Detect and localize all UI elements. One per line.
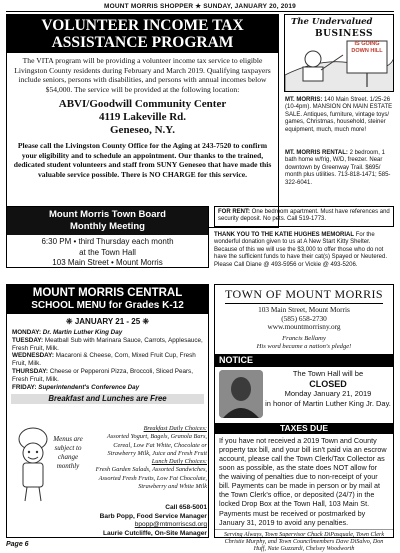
town-web[interactable]: www.mountmorrisny.org [267, 322, 341, 332]
school-menu [6, 284, 209, 538]
taxes-due-text: If you have not received a 2019 Town and County property tax bill, and your bill isn't paid via an escrow account, please call the Town Clerk/Tax Collector as soon as possible, as the state does NOT allow for the waiving of penalties due to non-receipt of your bill. Payments can be made in person or by mail at the Town Clerk's office, or deposited (24/7) in the locked Drop Box at the Town Hall, 103 Main St. Payments must be received or postmarked by January 31, 2019 to avoid any penalties. [219, 435, 387, 527]
classified-for-rent [214, 206, 394, 227]
menu-day-tuesday [12, 337, 203, 353]
board-line3: 103 Main Street • Mount Morris [52, 258, 163, 267]
board-line1: 6:30 PM • third Thursday each month [41, 237, 174, 246]
free-meals-banner: Breakfast and Lunches are Free [11, 394, 204, 404]
business-line2: BUSINESS [315, 29, 374, 39]
menus-note: Menus are subject to change monthly [53, 435, 83, 470]
day-text: Meatball Sub with Marinara Sauce, Carrots, Applesauce, Fresh Fruit, Milk. [12, 336, 203, 352]
page-number: Page 6 [6, 541, 29, 548]
town-phone: (585) 658-2730 [281, 313, 327, 323]
menu-days [7, 327, 208, 391]
for-rent-lead: FOR RENT: [218, 209, 250, 215]
thank-you-lead: THANK YOU TO THE KATIE HUGHES MEMORIAL [214, 232, 355, 238]
school-title: MOUNT MORRIS CENTRAL [7, 285, 208, 300]
school-contact1: Barb Popp, Food Service Manager [99, 512, 207, 520]
town-slogan: His word became a nation's pledge! [256, 342, 352, 350]
day-text: Dr. Martin Luther King Day [42, 329, 123, 336]
notice-line1: The Town Hall will be [292, 368, 364, 378]
for-rent-text: One bedroom apartment. Must have references and security deposit. No pets. Call 519-1773. [218, 209, 390, 223]
school-dates: ❈ JANUARY 21 - 25 ❈ [65, 317, 150, 326]
mlk-photo [219, 370, 263, 418]
school-subtitle: SCHOOL MENU for Grades K-12 [7, 300, 208, 314]
board-title2: Monthly Meeting [70, 221, 145, 232]
page-header: MOUNT MORRIS SHOPPER ★ SUNDAY, JANUARY 20, 2019 [104, 3, 296, 10]
lunch-head: Lunch Daily Choices: [151, 458, 207, 466]
daily-choices [95, 425, 207, 491]
board-title1: Mount Morris Town Board [49, 209, 166, 220]
estate-sale-text: 140 Main Street. 1/25-26 (10-4pm). MANSION ON MAIN ESTATE SALE. Antiques, furniture, vintage toys/ games, Christmas, household, steiner equipment, much, much more! [285, 97, 393, 133]
lunch-items: Fresh Garden Salads, Assorted Sandwiches, Assorted Fresh Fruits, Low Fat Chocolate, Strawberry and White Milk [95, 466, 207, 491]
taxes-due-heading: TAXES DUE [215, 423, 393, 434]
thank-you-text: For the wonderful donation given to us at A New Start Kitty Shelter. Because of this we will use the $3,000 to offer those who do not have the sufficient funds to have their cat(s) Spayed or Neutered. Please Call Diane @ 493-5956 or Vickie @ 493-5206. [214, 232, 387, 268]
vita-title-line2: ASSISTANCE PROGRAM [51, 34, 234, 51]
breakfast-head: Breakfast Daily Choices: [143, 425, 207, 432]
board-line2: at the Town Hall [79, 247, 136, 257]
business-sign: IS GOING DOWN HILL [351, 41, 383, 54]
day-text: Macaroni & Cheese, Corn, Mixed Fruit Cup, Fresh Fruit, Milk. [12, 352, 196, 368]
menu-day-thursday [12, 368, 203, 384]
classified-thank-you [214, 232, 394, 269]
day-label: MONDAY: [12, 329, 42, 336]
vita-ad [6, 14, 279, 228]
vita-location-street: 4119 Lakeville Rd. [98, 111, 187, 124]
notice-heading: NOTICE [215, 354, 393, 367]
school-phone: Call 658-5001 [165, 504, 207, 511]
business-line1: The Undervalued [291, 17, 373, 27]
vita-title-line1: VOLUNTEER INCOME TAX [41, 17, 244, 34]
school-contact2: Laurie Cutcliffe, On-Site Manager [102, 530, 207, 538]
town-notice [214, 284, 394, 553]
header-rule [6, 11, 394, 12]
breakfast-items: Assorted Yogurt, Bagels, Granola Bars, Cereal, Low Fat White, Chocolate or Strawberry Milk, Juice and Fresh Fruit [106, 433, 207, 457]
board-body [7, 235, 208, 269]
rental-text: 2 bedroom, 1 bath home w/frig, W/D, freezer. Near downtown by Greenway Trail. $695/ month plus utilities. 713-818-1471; 585-322-6041. [285, 150, 391, 186]
day-label: FRIDAY: [12, 383, 37, 391]
notice-body [215, 367, 393, 423]
board-title [7, 207, 208, 235]
vita-location-city: Geneseo, N.Y. [110, 124, 175, 137]
town-board-ad [6, 206, 209, 268]
town-signature: Serving Always, Town Supervisor Chuck DiPasquale, Town Clerk Christie Murphy, and Town Councilmembers Dave DiSalvo, Don Huff, Nate Guzzardi, Chelsey Woodworth [215, 529, 393, 553]
school-contact [67, 504, 207, 539]
classified-estate-sale [285, 97, 394, 134]
vita-location-name: ABVI/Goodwill Community Center [58, 98, 227, 111]
vita-call-text: Please call the Livingston County Office for the Aging at 243-7520 to confirm your eligibility and to schedule an appointment. Our thanks to the trained, dedicated student volunteers and staff from SUNY Geneseo that have made this valuable service possible. There is NO CHARGE for this service. [13, 141, 272, 179]
day-text: Superintendent's Conference Day [38, 383, 140, 391]
rental-lead: MT. MORRIS RENTAL: [285, 150, 348, 156]
town-supervisor: Francis Bellamy [282, 334, 326, 342]
town-title: TOWN OF MOUNT MORRIS [225, 287, 383, 301]
menu-day-friday [12, 384, 203, 392]
town-slogan-block [215, 335, 393, 351]
menu-day-wednesday [12, 352, 203, 368]
notice-line3: Monday January 21, 2019 [284, 388, 372, 398]
classified-rental [285, 150, 394, 187]
portrait-image [219, 370, 263, 418]
day-label: THURSDAY: [12, 367, 49, 375]
day-label: WEDNESDAY: [12, 352, 54, 360]
day-text: Cheese or Pepperoni Pizza, Broccoli, Sliced Pears, Fresh Fruit, Milk. [12, 367, 193, 383]
day-label: TUESDAY: [12, 336, 44, 344]
vita-intro: The VITA program will be providing a volunteer income tax service to eligible Livingston County residents during February and March 2019. Qualifying taxpayers include seniors, persons with disabilities, and persons with annual incomes below $54,000. The service will be provided at the following location: [14, 56, 271, 94]
school-email[interactable]: bpopp@mtmorriscsd.org [134, 521, 207, 529]
town-rule [225, 303, 383, 304]
notice-closed: CLOSED [309, 378, 347, 389]
estate-sale-lead: MT. MORRIS: [285, 97, 323, 103]
notice-line4: in honor of Martin Luther King Jr. Day. [265, 398, 391, 408]
vita-location [7, 98, 278, 137]
vita-title [7, 15, 278, 53]
notice-text [265, 369, 391, 409]
menu-day-monday [12, 329, 203, 337]
town-address-block [215, 306, 393, 332]
business-ad [284, 14, 394, 92]
town-address: 103 Main Street, Mount Morris [258, 305, 350, 314]
